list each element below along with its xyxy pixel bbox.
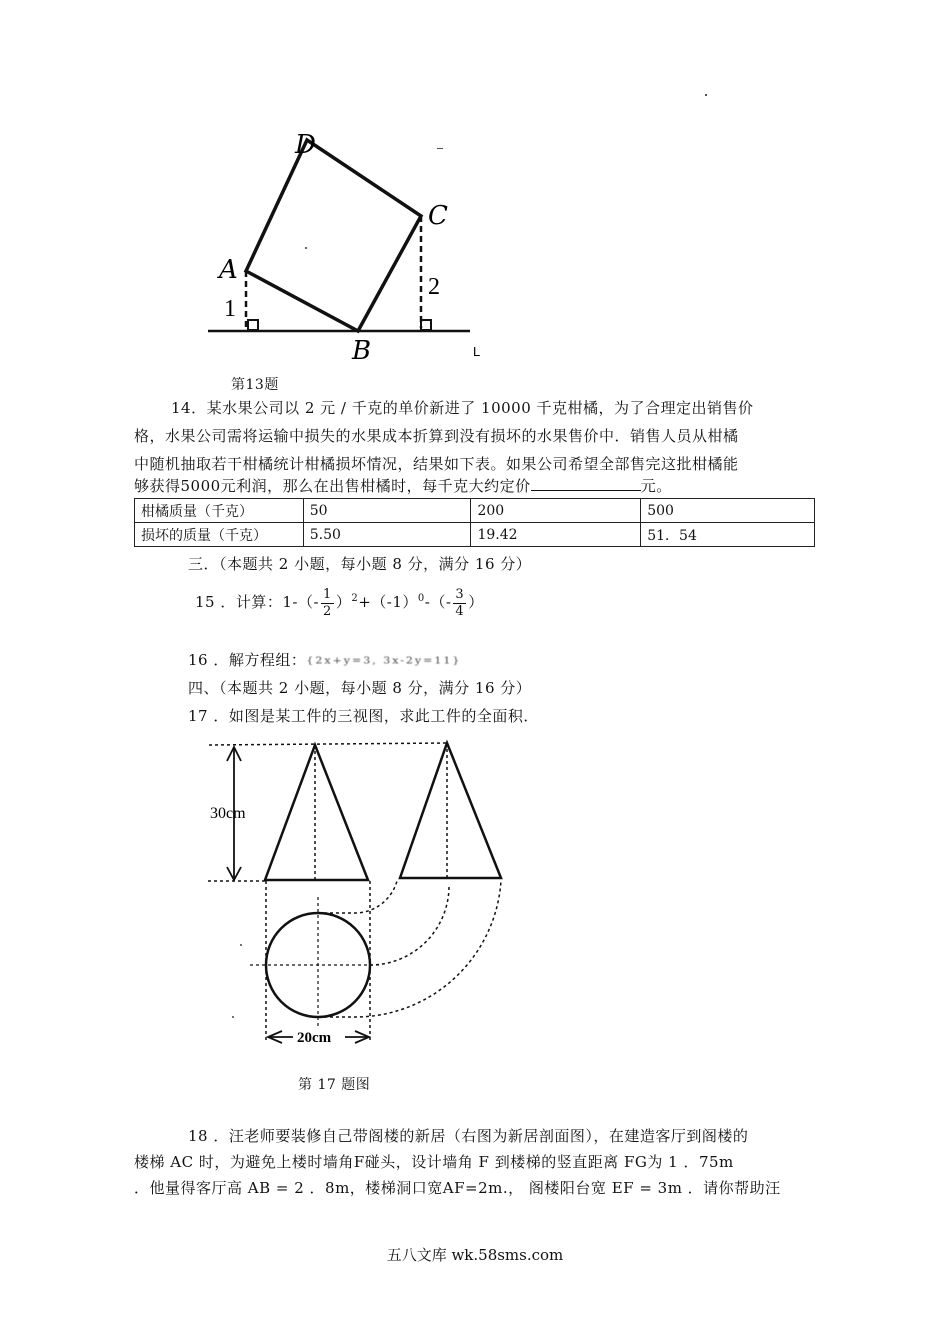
q14-line1: 14．某水果公司以 2 元 / 千克的单价新进了 10000 千克柑橘，为了合理定出销售价	[171, 399, 754, 417]
table-cell: 51．54	[641, 523, 815, 547]
square-abcd	[246, 140, 421, 331]
right-angle-c	[421, 320, 431, 330]
height-label: 30cm	[210, 805, 246, 822]
label-a: A	[219, 255, 238, 285]
label-2: 2	[428, 274, 440, 300]
width-label: 20cm	[297, 1030, 332, 1046]
table-cell: 50	[303, 499, 471, 523]
figure-17-three-views	[205, 735, 515, 1055]
table-cell: 5.50	[303, 523, 471, 547]
table-cell: 柑橘质量（千克）	[135, 499, 304, 523]
q15-mid3: -（-	[424, 593, 452, 611]
table-row	[135, 523, 815, 547]
answer-blank[interactable]	[531, 474, 641, 491]
figure-17-caption: 第 17 题图	[298, 1077, 371, 1093]
q18-line3: ．他量得客厅高 AB = 2 ．8m，楼梯洞口宽AF=2m.， 阁楼阳台宽 EF = 3m ．请你帮助汪	[134, 1179, 781, 1197]
q18-line1: 18 ．汪老师要装修自己带阁楼的新居（右图为新居剖面图），在建造客厅到阁楼的	[188, 1127, 749, 1145]
q14-line3: 中随机抽取若干柑橘统计柑橘损坏情况，结果如下表。如果公司希望全部售完这批柑橘能	[134, 455, 739, 473]
footer-watermark: 五八文库 wk.58sms.com	[386, 1246, 564, 1264]
fraction-1-2: $\frac{1}{2}$	[323, 586, 332, 619]
q15-prefix: 15 ．计算：1-（-	[195, 593, 320, 611]
section-3-heading: 三．（本题共 2 小题，每小题 8 分，满分 16 分）	[188, 555, 532, 573]
table-cell: 损坏的质量（千克）	[135, 523, 304, 547]
label-1: 1	[224, 296, 236, 322]
table-cell: 19.42	[471, 523, 641, 547]
section-4-heading: 四、（本题共 2 小题，每小题 8 分，满分 16 分）	[188, 679, 532, 697]
table-cell: 200	[471, 499, 641, 523]
table-cell: 500	[641, 499, 815, 523]
orange-damage-table	[134, 498, 815, 547]
q15-mid: ）	[335, 593, 352, 611]
q15-exp1: 2	[351, 593, 359, 604]
right-angle-a	[248, 320, 258, 330]
q16-prefix: 16 ．解方程组：	[188, 651, 307, 669]
q16-equation-garbled: {2x+y=3, 3x-2y=11}	[306, 655, 462, 666]
figure-13-caption: 第13题	[231, 377, 279, 393]
q14-line4-before: 够获得5000元利润，那么在出售柑橘时，每千克大约定价	[134, 477, 531, 495]
figure-13-square-diagram	[195, 120, 505, 370]
q15-mid2: +（-1）	[358, 593, 418, 611]
q15-suffix: ）	[468, 593, 484, 611]
label-b: B	[352, 336, 372, 366]
table-row	[135, 499, 815, 523]
q15	[195, 584, 484, 620]
q14-line4	[134, 472, 672, 500]
q15-exp2: 0	[417, 593, 425, 604]
q14-line4-after: 元。	[640, 477, 672, 495]
q16	[188, 646, 461, 674]
label-l: L	[473, 344, 481, 359]
fraction-3-4: $\frac{3}{4}$	[455, 586, 465, 619]
label-c: C	[428, 201, 448, 231]
q18-line2: 楼梯 AC 时，为避免上楼时墙角F碰头，设计墙角 F 到楼梯的竖直距离 FG为 1 ．75m	[134, 1153, 734, 1171]
q14-line2: 格，水果公司需将运输中损失的水果成本折算到没有损坏的水果售价中．销售人员从柑橘	[134, 427, 739, 445]
q17: 17 ．如图是某工件的三视图，求此工件的全面积．	[188, 707, 539, 725]
label-d: D	[295, 130, 316, 160]
